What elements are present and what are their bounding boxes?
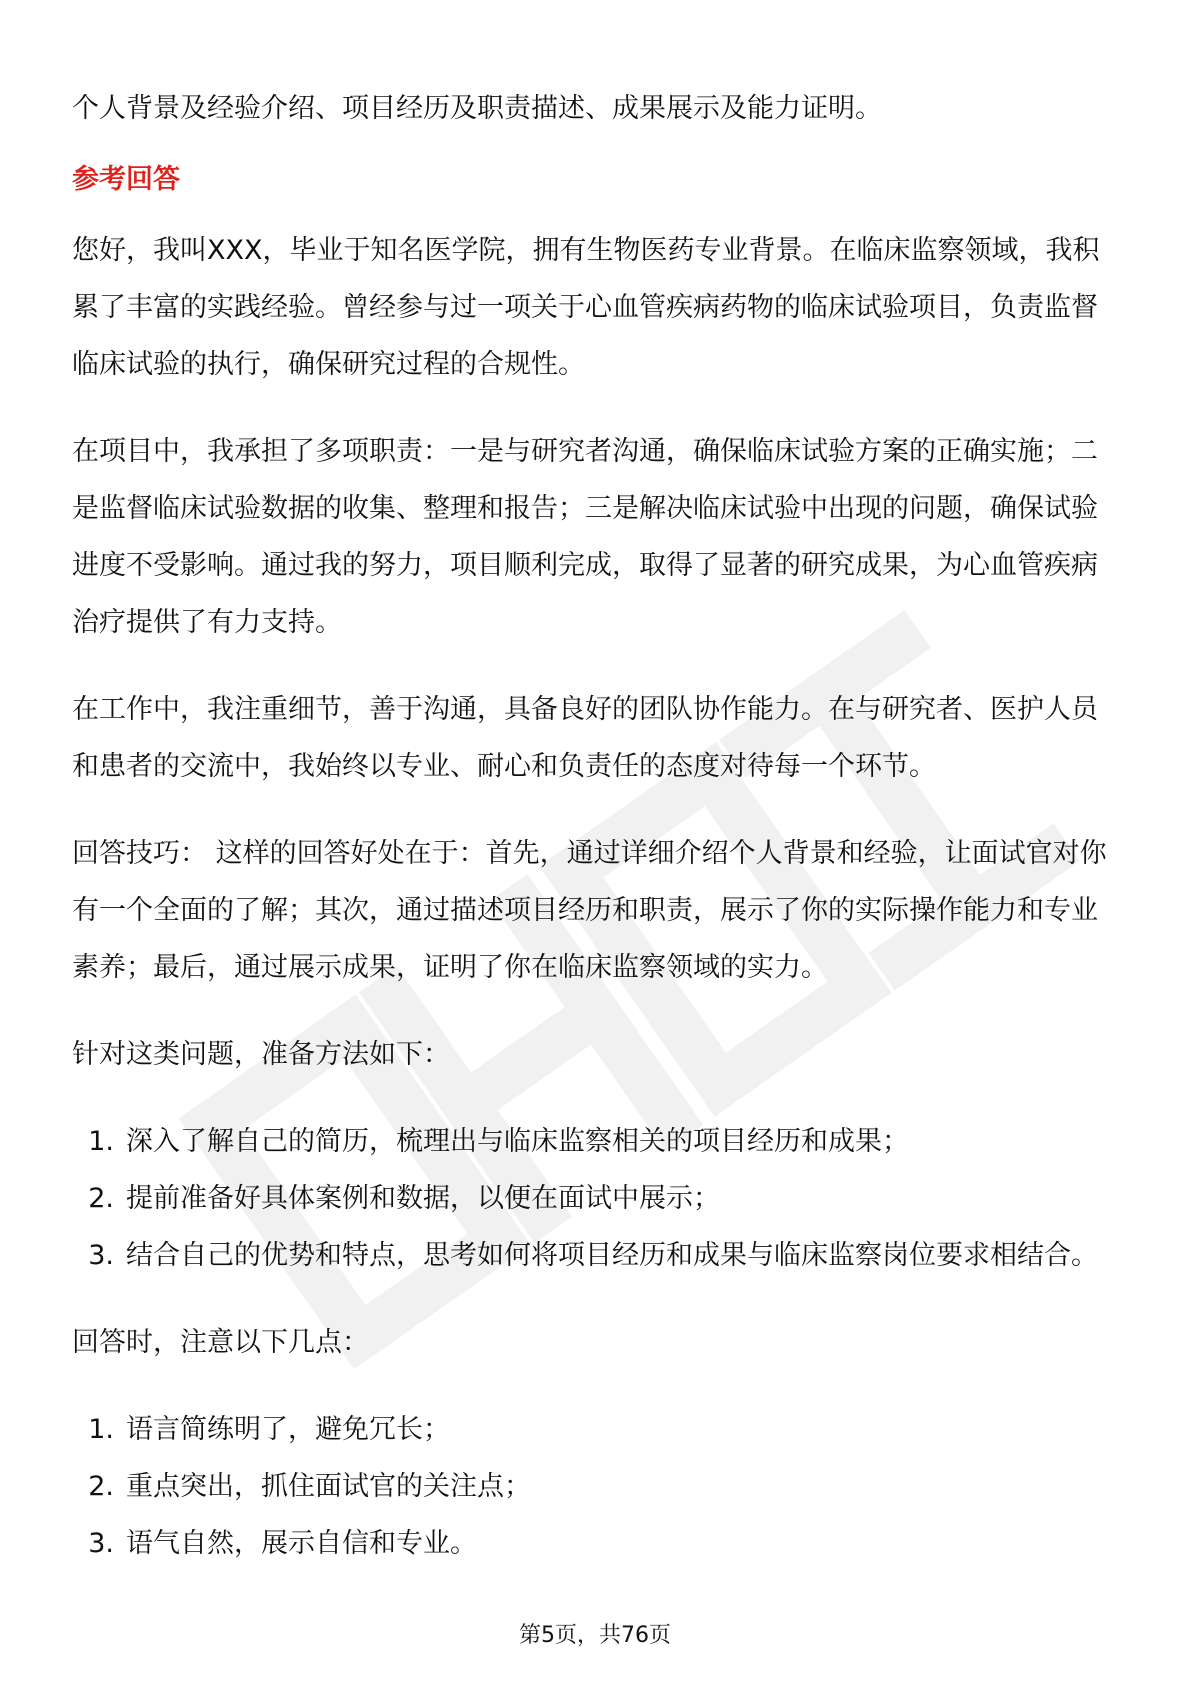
list-item-text: 语气自然，展示自信和专业。: [126, 1528, 477, 1559]
list-item: [72, 1458, 1122, 1515]
answer-paragraph: 您好，我叫XXX，毕业于知名医学院，拥有生物医药专业背景。在临床监察领域，我积累了丰富的实践经验。曾经参与过一项关于心血管疾病药物的临床试验项目，负责监督临床试验的执行，确保研究过程的合规性。: [72, 235, 1100, 380]
list-item: [72, 1401, 1122, 1458]
list-item-number: 1.: [88, 1126, 114, 1157]
list-item: [72, 1515, 1122, 1572]
prep-intro: 针对这类问题，准备方法如下：: [72, 1039, 450, 1070]
list-item-text: 结合自己的优势和特点，思考如何将项目经历和成果与临床监察岗位要求相结合。: [126, 1240, 1098, 1271]
document-body: [72, 80, 1122, 1572]
list-item-text: 重点突出，抓住面试官的关注点；: [126, 1471, 531, 1502]
answer-paragraph: 在工作中，我注重细节，善于沟通，具备良好的团队协作能力。在与研究者、医护人员和患者的交流中，我始终以专业、耐心和负责任的态度对待每一个环节。: [72, 694, 1098, 782]
list-item-number: 2.: [88, 1183, 114, 1214]
list-item-text: 提前准备好具体案例和数据，以便在面试中展示；: [126, 1183, 720, 1214]
list-item-number: 3.: [88, 1240, 114, 1271]
page-number-footer: 第5页，共76页: [519, 1623, 671, 1648]
list-item: [72, 1227, 1122, 1284]
answer-paragraph: 在项目中，我承担了多项职责：一是与研究者沟通，确保临床试验方案的正确实施；二是监督临床试验数据的收集、整理和报告；三是解决临床试验中出现的问题，确保试验进度不受影响。通过我的努力，项目顺利完成，取得了显著的研究成果，为心血管疾病治疗提供了有力支持。: [72, 436, 1098, 638]
list-item-text: 深入了解自己的简历，梳理出与临床监察相关的项目经历和成果；: [126, 1126, 909, 1157]
list-item-number: 1.: [88, 1414, 114, 1445]
list-item-number: 3.: [88, 1528, 114, 1559]
question-topic-line: 个人背景及经验介绍、项目经历及职责描述、成果展示及能力证明。: [72, 93, 882, 124]
prep-list: [72, 1113, 1122, 1284]
list-item-text: 语言简练明了，避免冗长；: [126, 1414, 450, 1445]
section-heading: 参考回答: [72, 164, 180, 195]
list-item-number: 2.: [88, 1471, 114, 1502]
notes-list: [72, 1401, 1122, 1572]
answer-tips-paragraph: 回答技巧： 这样的回答好处在于：首先，通过详细介绍个人背景和经验，让面试官对你有一个全面的了解；其次，通过描述项目经历和职责，展示了你的实际操作能力和专业素养；最后，通过展示成果，证明了你在临床监察领域的实力。: [72, 838, 1107, 983]
list-item: [72, 1113, 1122, 1170]
list-item: [72, 1170, 1122, 1227]
notes-intro: 回答时，注意以下几点：: [72, 1327, 369, 1358]
